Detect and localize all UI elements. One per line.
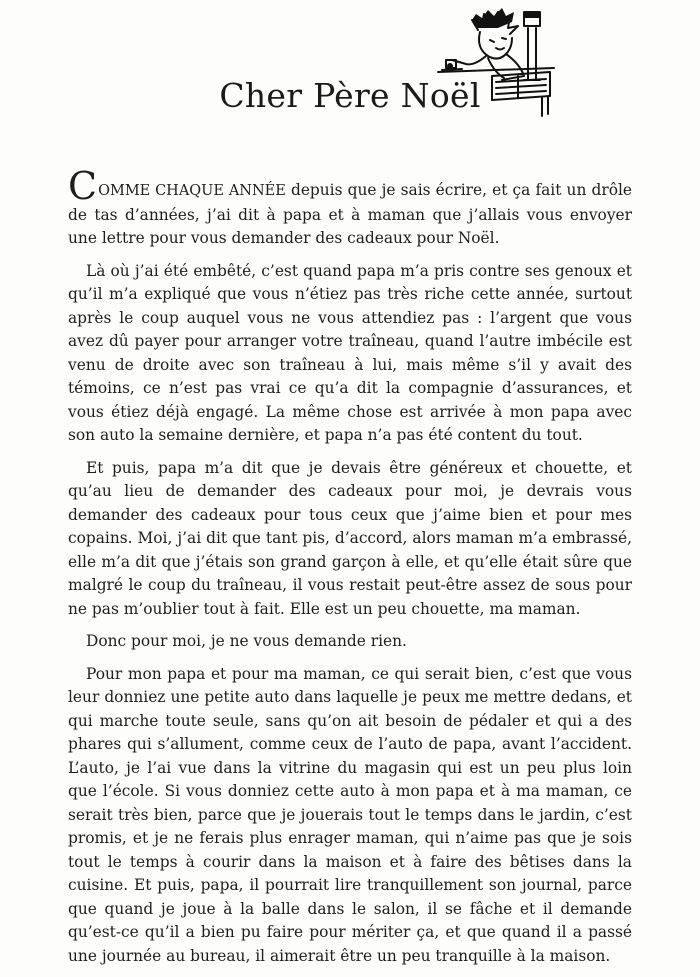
paragraph-1 <box>68 164 632 251</box>
lead-in-small-caps: OMME CHAQUE ANNÉE <box>98 183 286 199</box>
paragraph-3: Et puis, papa m’a dit que je devais être généreux et chouette, et qu’au lieu de demander des cadeaux pour moi, je devrais vous demander des cadeaux pour tous ceux que j’aime bien et pour mes copains. Moi, j’ai dit que tant pis, d’accord, alors maman m’a embrassé, elle m’a dit que j’étais son grand garçon à elle, et qu’elle était sûre que malgré le coup du traîneau, il vous restait peut-être assez de sous pour ne pas m’oublier tout à fait. Elle est un peu chouette, ma maman. <box>68 458 632 618</box>
paragraph-1-text: depuis que je sais écrire, et ça fait un drôle de tas d’années, j’ai dit à papa et à maman que j’allais vous envoyer une lettre pour vous demander des cadeaux pour Noël. <box>68 181 632 247</box>
drop-cap: C <box>68 164 98 208</box>
letter-text <box>68 164 632 977</box>
page-title: Cher Père Noël <box>219 76 481 115</box>
paragraph-5: Pour mon papa et pour ma maman, ce qui serait bien, c’est que vous leur donniez une petite auto dans laquelle je peux me mettre dedans, et qui marche toute seule, sans qu’on ait besoin de pédaler et qui a des phares qui s’allument, comme ceux de l’auto de papa, avant l’accident. L’auto, je l’ai vue dans la vitrine du magasin qui est un peu plus loin que l’école. Si vous donniez cette auto à mon papa et à ma maman, ce serait très bien, parce que je jouerais tout le temps dans le jardin, c’est promis, et je ne ferais plus enrager maman, qui n’aime pas que je sois tout le temps à courir dans la maison et à faire des bêtises dans la cuisine. Et puis, papa, il pourrait lire tranquillement son journal, parce que quand je joue à la balle dans le salon, il se fâche et il demande qu’est-ce qu’il a bien pu faire pour mériter ça, et que quand il a passé une journée au bureau, il aimerait être un peu tranquille à la maison. <box>68 664 632 965</box>
paragraph-2: Là où j’ai été embêté, c’est quand papa m’a pris contre ses genoux et qu’il m’a expliqué que vous n’étiez pas très riche cette année, surtout après le coup auquel vous ne vous attendiez pas : l’argent que vous avez dû payer pour arranger votre traîneau, quand l’autre imbécile est venu de droite avec son traîneau à lui, mais même s’il y avait des témoins, ce n’est pas vrai ce qu’a dit la compagnie d’assurances, et vous étiez déjà engagé. La même chose est arrivée à mon papa avec son auto la semaine dernière, et papa n’a pas été content du tout. <box>68 261 632 444</box>
paragraph-4: Donc pour moi, je ne vous demande rien. <box>86 632 407 650</box>
